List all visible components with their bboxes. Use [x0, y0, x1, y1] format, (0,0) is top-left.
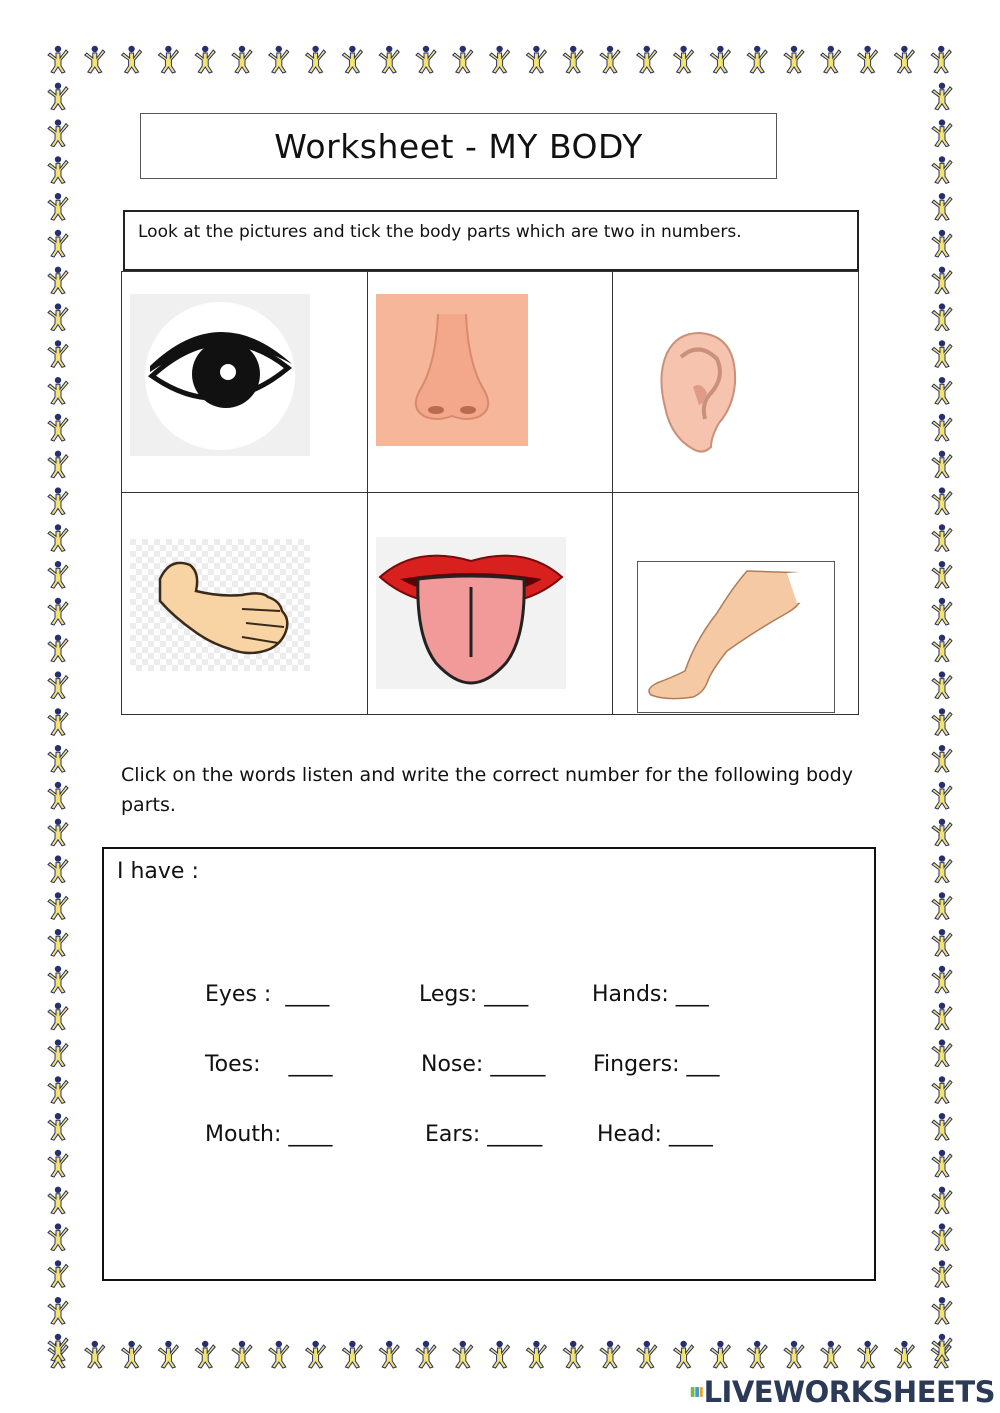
border-figure-icon [932, 524, 952, 551]
border-figure-icon [195, 1341, 215, 1368]
border-figure-icon [48, 1076, 68, 1103]
border-figure-icon [563, 1341, 583, 1368]
border-figure-icon [932, 303, 952, 330]
answer-blank-eyes[interactable]: ____ [285, 982, 330, 1007]
picture-cell-eye[interactable] [122, 272, 368, 493]
answer-item-mouth [177, 1097, 332, 1172]
border-figure-icon [932, 819, 952, 846]
border-figure-icon [674, 46, 694, 73]
answer-label: Head: [596, 1122, 662, 1147]
border-figure-icon [48, 892, 68, 919]
border-figure-icon [48, 1260, 68, 1287]
border-figure-icon [784, 46, 804, 73]
border-figure-icon [48, 561, 68, 588]
border-figure-icon [306, 1341, 326, 1368]
border-figure-icon [932, 1297, 952, 1324]
answer-blank-mouth[interactable]: ____ [288, 1122, 333, 1147]
border-figure-icon [932, 230, 952, 257]
border-figure-icon [453, 1341, 473, 1368]
border-figure-icon [48, 635, 68, 662]
border-figure-icon [48, 855, 68, 882]
border-figure-icon [158, 46, 178, 73]
border-figure-icon [342, 46, 362, 73]
border-figure-icon [48, 303, 68, 330]
border-figure-icon [932, 1039, 952, 1066]
answer-label: Mouth: [204, 1122, 282, 1147]
answer-blank-toes[interactable]: ____ [288, 1052, 333, 1077]
picture-cell-mouth[interactable] [368, 493, 613, 714]
border-figure-icon [932, 156, 952, 183]
border-figure-icon [48, 524, 68, 551]
border-figure-icon [490, 1341, 510, 1368]
border-figure-icon [48, 377, 68, 404]
border-figure-icon [48, 1150, 68, 1177]
border-figure-icon [932, 635, 952, 662]
border-figure-icon [490, 46, 510, 73]
border-figure-icon [784, 1341, 804, 1368]
border-figure-icon [600, 46, 620, 73]
border-figure-icon [48, 487, 68, 514]
border-figure-icon [48, 451, 68, 478]
border-figure-icon [821, 1341, 841, 1368]
border-figure-icon [894, 46, 914, 73]
border-figure-icon [932, 745, 952, 772]
picture-cell-nose[interactable] [368, 272, 613, 493]
border-figure-icon [48, 708, 68, 735]
border-figure-icon [932, 451, 952, 478]
border-figure-icon [48, 745, 68, 772]
border-figure-icon [416, 1341, 436, 1368]
border-figure-icon [932, 487, 952, 514]
border-figure-icon [48, 1039, 68, 1066]
border-figure-icon [932, 671, 952, 698]
border-figure-icon [932, 561, 952, 588]
border-figure-icon [932, 1187, 952, 1214]
border-figure-icon [48, 1003, 68, 1030]
border-figure-icon [158, 1341, 178, 1368]
answer-blank-head[interactable]: ____ [668, 1122, 713, 1147]
nose-icon [376, 294, 528, 446]
border-figure-icon [710, 1341, 730, 1368]
border-figure-icon [48, 1223, 68, 1250]
border-figure-icon [48, 819, 68, 846]
border-figure-icon [232, 1341, 252, 1368]
border-figure-icon [48, 1297, 68, 1324]
border-figure-icon [269, 46, 289, 73]
page-title: Worksheet - MY BODY [140, 113, 777, 179]
answer-blank-ears[interactable]: _____ [487, 1122, 543, 1147]
border-figure-icon [48, 267, 68, 294]
answer-label: Eyes : [204, 982, 272, 1007]
border-figure-icon [48, 1187, 68, 1214]
border-figure-icon [932, 414, 952, 441]
border-figure-icon [232, 46, 252, 73]
border-figure-icon [342, 1341, 362, 1368]
answer-item-fingers [565, 1027, 720, 1102]
border-figure-icon [453, 46, 473, 73]
border-figure-icon [747, 46, 767, 73]
border-figure-icon [48, 193, 68, 220]
border-figure-icon [637, 1341, 657, 1368]
answer-label: Hands: [591, 982, 669, 1007]
border-figure-icon [932, 83, 952, 110]
border-figure-icon [48, 966, 68, 993]
border-figure-icon [379, 46, 399, 73]
border-figure-icon [526, 1341, 546, 1368]
answer-item-head [569, 1097, 713, 1172]
border-figure-icon [931, 46, 951, 73]
border-figure-icon [932, 193, 952, 220]
listen-question: Click on the words listen and write the correct number for the following body parts. [121, 764, 853, 816]
border-figure-icon [674, 1341, 694, 1368]
answer-item-hands [564, 957, 709, 1032]
border-figure-icon [48, 782, 68, 809]
liveworksheets-logo-icon [690, 1377, 704, 1407]
answer-item-nose [393, 1027, 545, 1102]
picture-cell-ear[interactable] [613, 272, 858, 493]
liveworksheets-logo[interactable] [690, 1372, 995, 1412]
answer-item-legs [391, 957, 528, 1032]
border-figure-icon [48, 83, 68, 110]
picture-cell-leg[interactable] [613, 493, 858, 714]
border-figure-icon [932, 1223, 952, 1250]
border-figure-icon [932, 782, 952, 809]
eye-icon [130, 294, 310, 456]
border-figure-icon [932, 1076, 952, 1103]
border-figure-icon [858, 46, 878, 73]
border-figure-icon [122, 1341, 142, 1368]
answer-item-eyes [177, 957, 329, 1032]
answer-heading: I have : [117, 859, 199, 884]
instruction-text: Look at the pictures and tick the body parts which are two in numbers. [138, 222, 742, 242]
answer-blank-fingers[interactable]: ___ [686, 1052, 720, 1077]
border-figure-icon [48, 414, 68, 441]
border-figure-icon [637, 46, 657, 73]
answer-label: Toes: [204, 1052, 261, 1077]
border-figure-icon [932, 340, 952, 367]
border-figure-icon [932, 929, 952, 956]
logo-text: LIVEWORKSHEETS [703, 1375, 995, 1409]
border-figure-icon [932, 1003, 952, 1030]
border-figure-icon [932, 1150, 952, 1177]
border-figure-icon [379, 1341, 399, 1368]
border-figure-icon [306, 46, 326, 73]
border-figure-icon [269, 1341, 289, 1368]
answer-blank-legs[interactable]: ____ [484, 982, 529, 1007]
border-figure-icon [821, 46, 841, 73]
border-figure-icon [48, 46, 68, 73]
border-figure-icon [48, 119, 68, 146]
border-figure-icon [48, 1113, 68, 1140]
border-figure-icon [894, 1341, 914, 1368]
border-figure-icon [526, 46, 546, 73]
border-figure-icon [747, 1341, 767, 1368]
answer-item-toes [177, 1027, 333, 1102]
border-figure-icon [710, 46, 730, 73]
border-figure-icon [600, 1341, 620, 1368]
border-figure-icon [932, 267, 952, 294]
border-figure-icon [932, 966, 952, 993]
answer-label: Nose: [420, 1052, 484, 1077]
picture-grid [121, 271, 859, 715]
hand-icon [130, 539, 310, 671]
border-figure-icon [85, 46, 105, 73]
border-figure-icon [48, 340, 68, 367]
answer-label: Ears: [424, 1122, 481, 1147]
border-figure-icon [858, 1341, 878, 1368]
border-figure-icon [932, 598, 952, 625]
instruction-box [123, 210, 859, 271]
answer-box [102, 847, 876, 1281]
picture-cell-hand[interactable] [122, 493, 368, 714]
border-figure-icon [48, 671, 68, 698]
leg-icon [637, 561, 835, 713]
border-figure-icon [48, 929, 68, 956]
answer-label: Legs: [418, 982, 478, 1007]
answer-blank-nose[interactable]: _____ [490, 1052, 546, 1077]
border-figure-icon [932, 1260, 952, 1287]
border-figure-icon [932, 708, 952, 735]
border-figure-icon [48, 598, 68, 625]
mouth-tongue-icon [376, 537, 566, 689]
border-figure-icon [932, 119, 952, 146]
border-figure-icon [416, 46, 436, 73]
ear-icon [653, 327, 743, 457]
border-figure-icon [932, 377, 952, 404]
border-figure-icon [48, 230, 68, 257]
answer-item-ears [397, 1097, 542, 1172]
border-figure-icon [85, 1341, 105, 1368]
border-figure-icon [122, 46, 142, 73]
border-figure-icon [932, 1113, 952, 1140]
answer-blank-hands[interactable]: ___ [675, 982, 709, 1007]
border-figure-icon [563, 46, 583, 73]
answer-label: Fingers: [592, 1052, 680, 1077]
border-figure-icon [932, 855, 952, 882]
border-figure-icon [48, 156, 68, 183]
border-figure-icon [195, 46, 215, 73]
border-figure-icon [932, 892, 952, 919]
